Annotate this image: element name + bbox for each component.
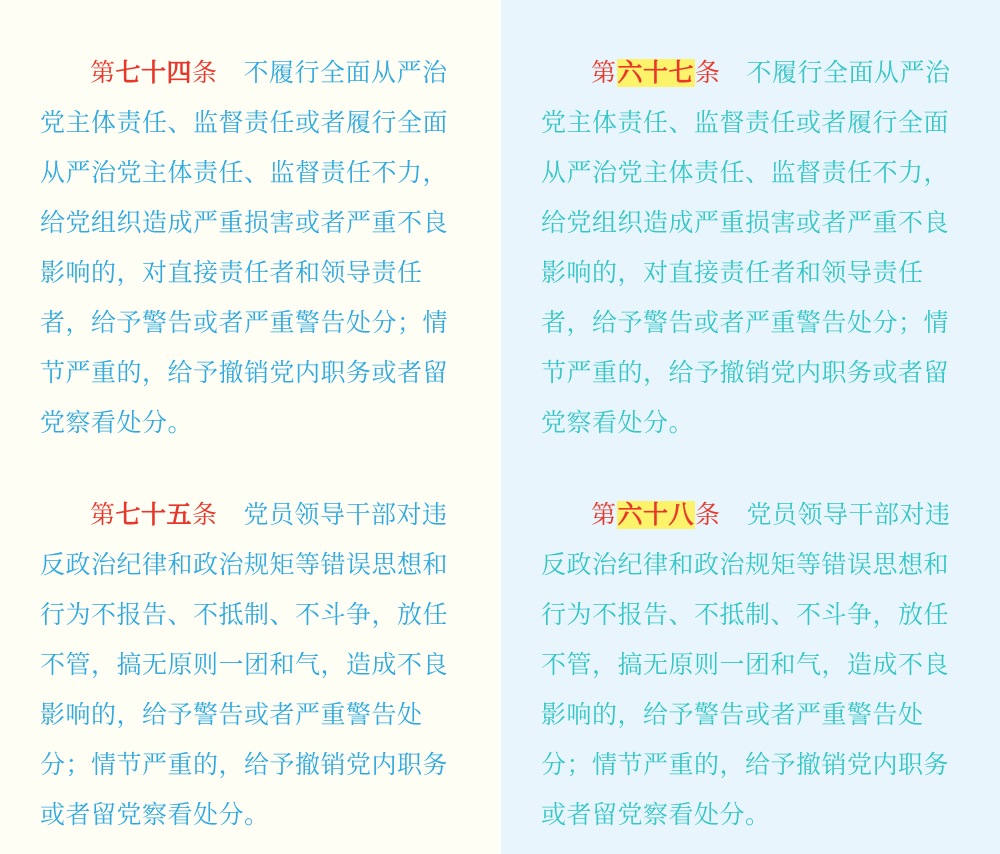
article-body: 党员领导干部对违反政治纪律和政治规矩等错误思想和行为不报告、不抵制、不斗争，放任不管，搞无原则一团和气，造成不良影响的，给予警告或者严重警告处分；情节严重的，给予撤销党内职务或者留党察看处分。: [541, 501, 951, 829]
article-number-highlighted: 六十七: [617, 59, 695, 87]
article-block: [40, 490, 459, 840]
column-right-new-version: [501, 0, 1000, 854]
article-body: 不履行全面从严治党主体责任、监督责任或者履行全面从严治党主体责任、监督责任不力，给党组织造成严重损害或者严重不良影响的，对直接责任者和领导责任者，给予警告或者严重警告处分；情节严重的，给予撤销党内职务或者留党察看处分。: [40, 59, 449, 437]
column-left-old-version: [0, 0, 499, 854]
article-block: [40, 48, 459, 448]
article-label-suffix: 条: [695, 501, 721, 529]
article-label-prefix: 第: [90, 59, 116, 87]
article-number-highlighted: 六十八: [617, 501, 695, 529]
article-label-prefix: 第: [90, 501, 116, 529]
article-block: [541, 48, 960, 448]
article-label-suffix: 条: [192, 59, 218, 87]
article-number: 七十五: [115, 501, 193, 529]
article-body: 不履行全面从严治党主体责任、监督责任或者履行全面从严治党主体责任、监督责任不力，给党组织造成严重损害或者严重不良影响的，对直接责任者和领导责任者，给予警告或者严重警告处分；情节严重的，给予撤销党内职务或者留党察看处分。: [541, 59, 951, 437]
article-label-suffix: 条: [695, 59, 721, 87]
article-block: [541, 490, 960, 840]
article-label-prefix: 第: [591, 501, 617, 529]
article-label-prefix: 第: [591, 59, 617, 87]
article-number: 七十四: [115, 59, 193, 87]
article-body: 党员领导干部对违反政治纪律和政治规矩等错误思想和行为不报告、不抵制、不斗争，放任不管，搞无原则一团和气，造成不良影响的，给予警告或者严重警告处分；情节严重的，给予撤销党内职务或者留党察看处分。: [40, 501, 449, 829]
article-label-suffix: 条: [192, 501, 218, 529]
